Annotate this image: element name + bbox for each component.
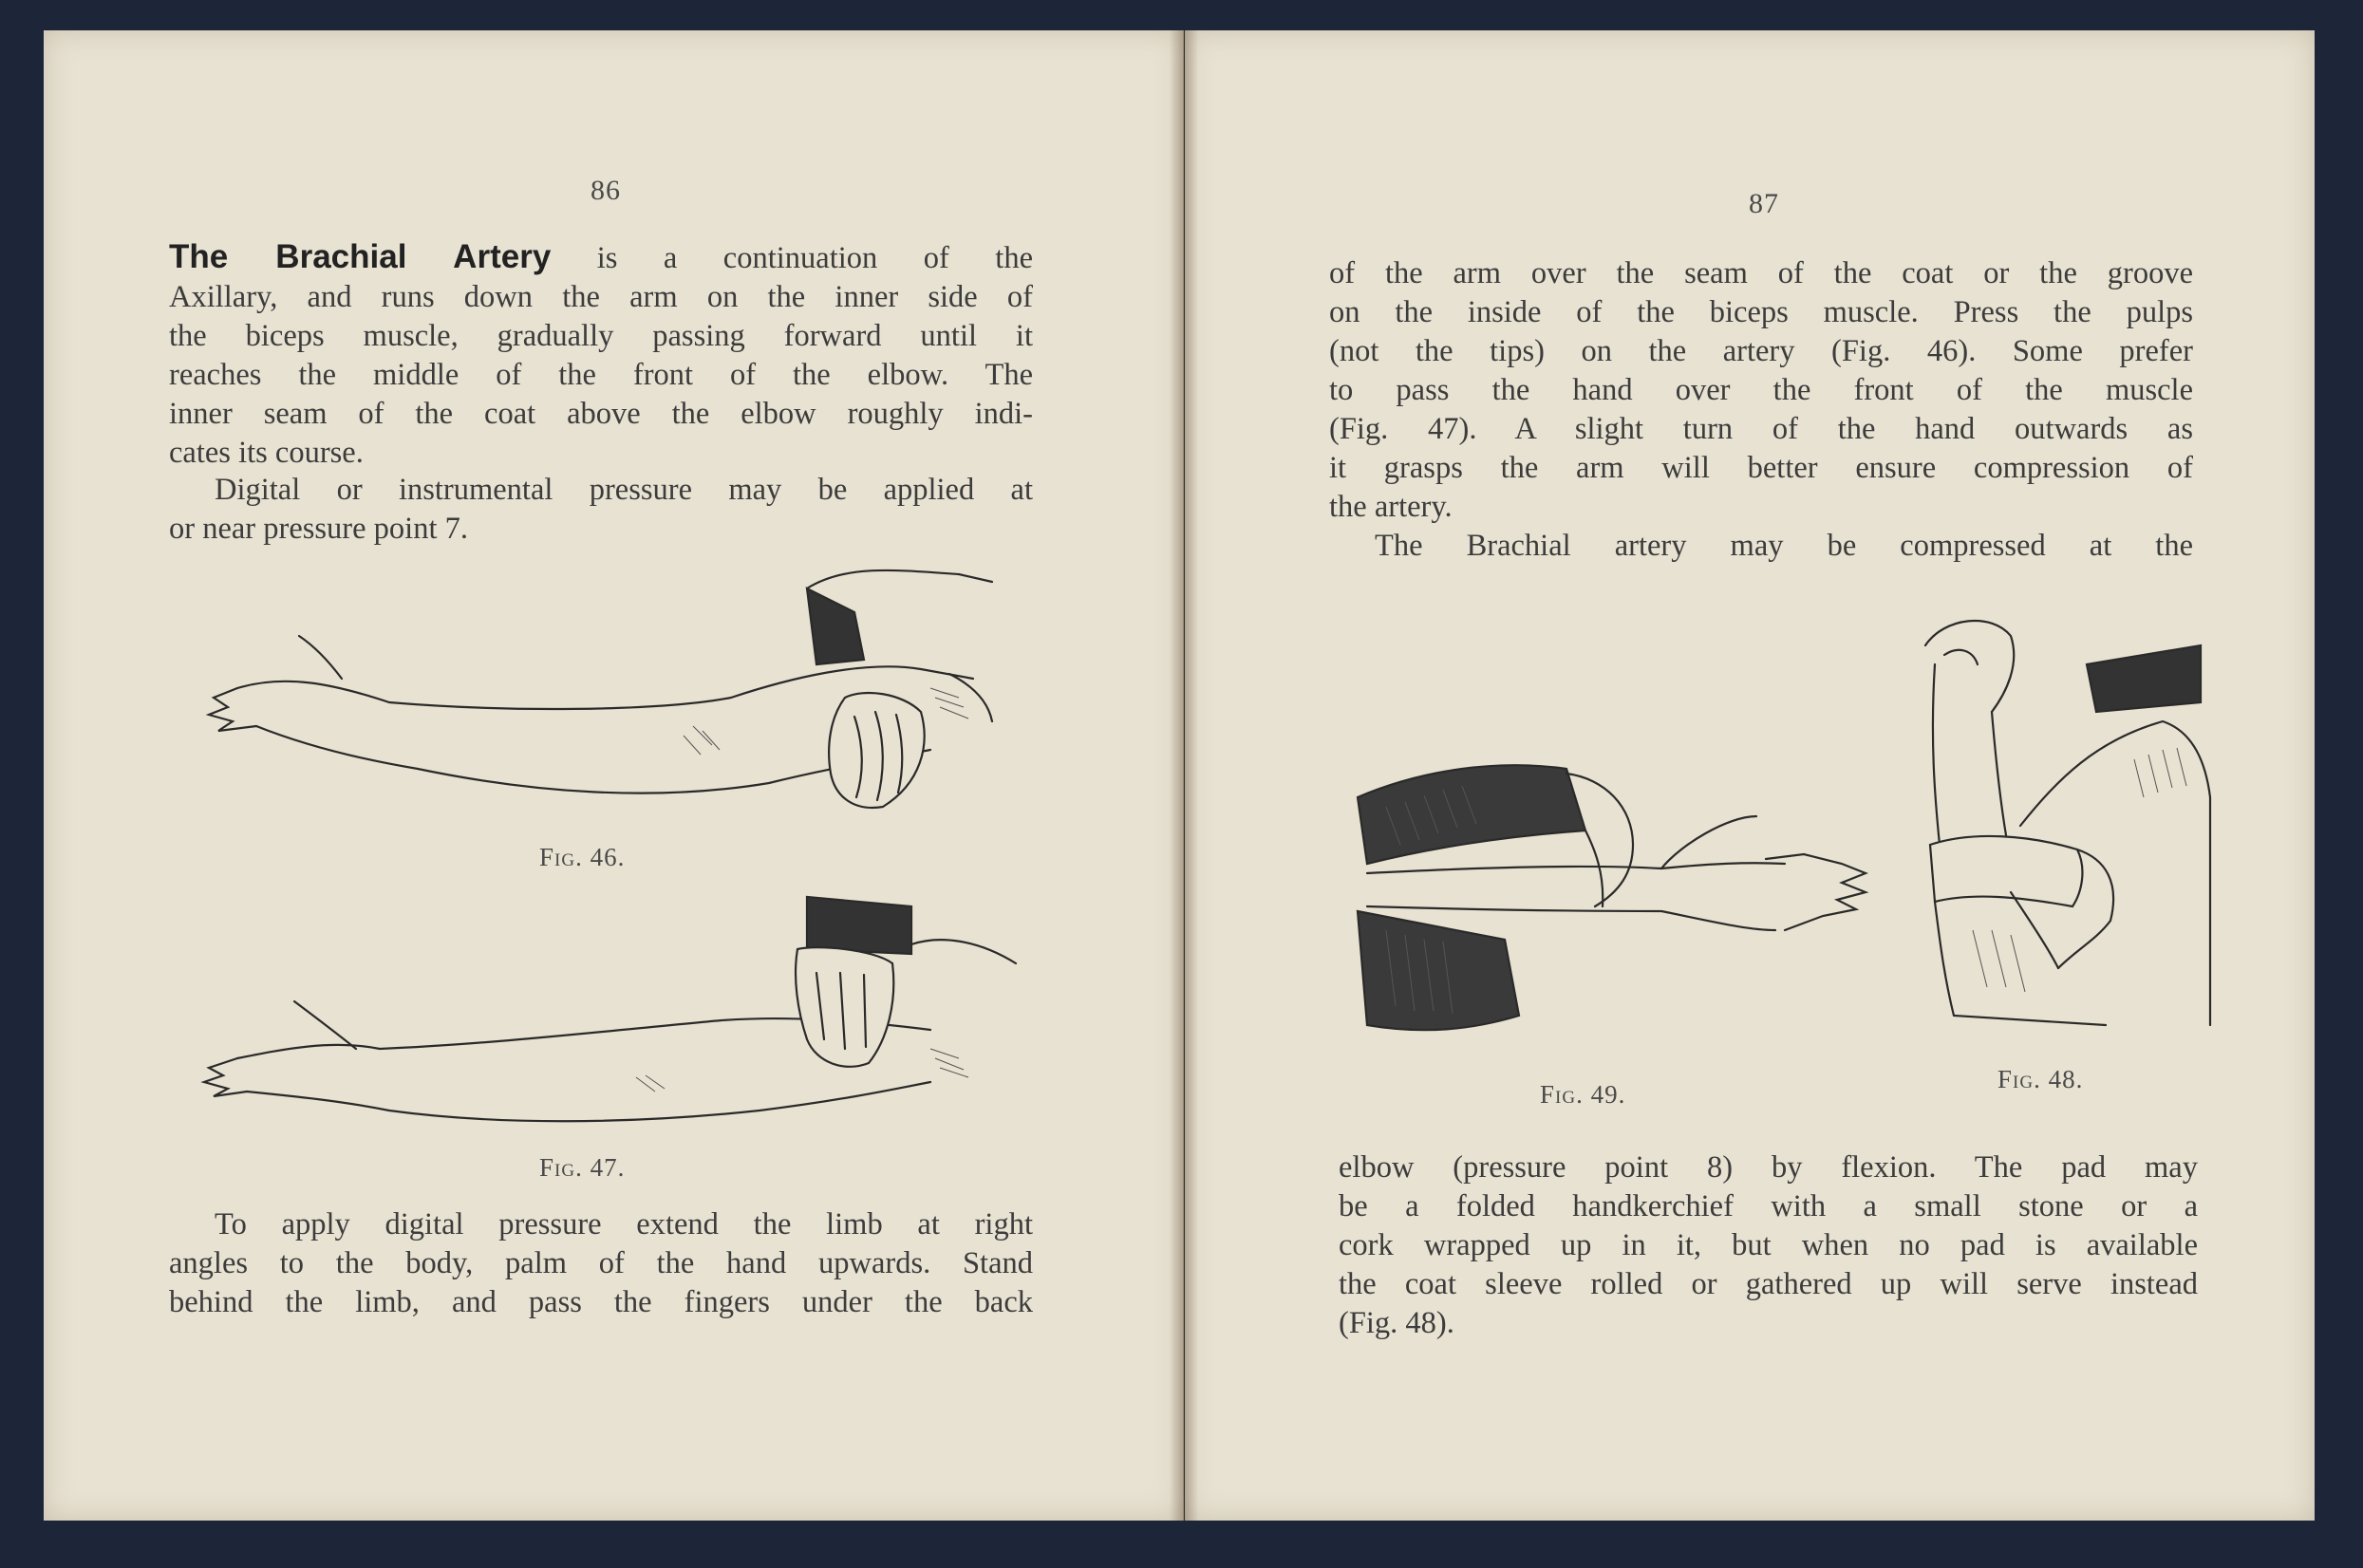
figure-49 xyxy=(1348,740,1880,1044)
forearm-pressure-illustration xyxy=(1348,740,1880,1044)
figure-48 xyxy=(1916,607,2220,1035)
section-heading: The Brachial Artery xyxy=(169,238,552,275)
right-paragraph-3: elbow (pressure point 8) by flexion. The pad may be a folded handkerchief with a small stone or a cork wrapped up in it, but when no pad is available the coat sleeve rolled or gathered up will serve instead (Fig. 48). xyxy=(1339,1150,2198,1340)
right-paragraph-2: The Brachial artery may be compressed at the xyxy=(1375,529,2193,563)
left-paragraph-3: To apply digital pressure extend the limb at right angles to the body, palm of the hand upwards. Stand behind the limb, and pass the fingers under the back xyxy=(169,1207,1033,1319)
right-paragraph-1: of the arm over the seam of the coat or the groove on the inside of the biceps muscle. Press the pulps (not the tips) on the artery (Fig. 46). Some prefer to pass the hand over the front of the muscle (Fig. 47). A slight turn of the hand outwards as it grasps the arm will better ensure compression of the artery. xyxy=(1329,256,2193,524)
page-number-left: 86 xyxy=(591,175,621,206)
figure-47 xyxy=(190,887,1025,1134)
figure-46 xyxy=(199,555,1016,840)
fig-48-caption: Fig. 48. xyxy=(1997,1065,2084,1093)
arm-extended-digital-pressure-illustration xyxy=(199,555,1016,840)
left-paragraph-2: Digital or instrumental pressure may be applied at or near pressure point 7. xyxy=(169,473,1033,546)
fig-47-caption: Fig. 47. xyxy=(539,1153,626,1182)
fig-49-caption: Fig. 49. xyxy=(1540,1080,1626,1109)
elbow-flexion-pad-illustration xyxy=(1916,607,2220,1035)
fig-46-caption: Fig. 46. xyxy=(539,843,626,871)
arm-extended-hand-over-muscle-illustration xyxy=(190,887,1025,1134)
page-number-right: 87 xyxy=(1749,188,1779,219)
left-paragraph-1: The Brachial Artery is a continuation of the Axillary, and runs down the arm on the inner side of the biceps muscle, gradually passing forward until it reaches the middle of the front of the elbow. The inner seam of the coat above the elbow roughly indi- cates its course. xyxy=(169,238,1033,470)
